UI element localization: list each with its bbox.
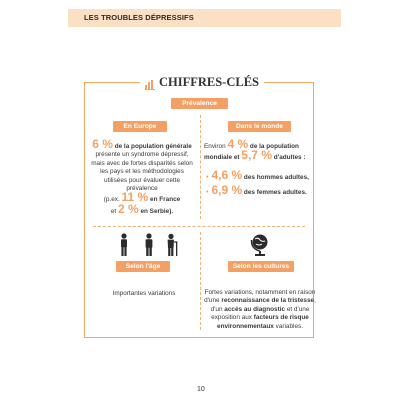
prevalence-pill [171,98,228,109]
europe-percent: 6 % [92,137,113,151]
age-label: Selon l'âge [125,263,161,270]
horizontal-divider [93,226,305,227]
culture-text-1: Fortes variations, notamment en raison d'une [204,289,316,305]
women-text: des femmes adultes. [243,189,307,196]
prevalence-label: Prévalence [182,100,217,107]
bar-chart-icon [145,77,155,88]
world-label: Dans le monde [236,123,283,130]
globe-icon [249,232,271,262]
world-text [204,137,312,163]
culture-text-4: variables. [275,322,303,330]
culture-bold-1: reconnaissance de la tristesse [221,297,315,305]
header-title: LES TROUBLES DÉPRESSIFS [84,13,194,22]
culture-text-2: , d'un [210,297,316,313]
people-age-icon [118,233,180,262]
bullet-icon: • [206,174,209,181]
europe-label: En Europe [123,123,157,130]
age-text: Importantes variations [112,290,176,297]
world-pop-percent: 4 % [227,137,249,151]
world-env: Environ [204,143,226,150]
men-text: des hommes adultes, [243,174,309,181]
vertical-divider-top [200,115,201,219]
list-item-women [206,184,309,199]
europe-lead: de la population générale [114,143,192,150]
culture-text [204,289,316,331]
france-text: en France [150,196,181,204]
culture-label: Selon les cultures [232,263,290,270]
women-percent: 6,9 % [211,183,243,197]
serbia-text: en Serbie). [140,207,174,215]
men-percent: 4,6 % [211,168,243,182]
culture-bold-3: facteurs de risque environnementaux [217,314,309,330]
bullet-icon: • [206,189,209,196]
serbia-percent: 2 % [117,201,139,216]
world-adult-text: d'adultes : [273,154,306,162]
culture-text-3: et d'une exposition aux [211,305,310,322]
age-pill [116,261,170,272]
world-adult-percent: 5,7 % [241,148,272,163]
europe-pill [113,121,167,132]
europe-and: et [110,207,117,215]
france-percent: 11 % [121,190,149,205]
europe-text [88,137,196,216]
world-pop-text: de la population mondiale et [204,143,299,162]
section-title: CHIFFRES-CLÉS [158,74,260,89]
europe-body: présente un syndrome dépressif, mais avec de fortes disparités selon les pays et les méthodologies utilisées pour évaluer cette prévalence [91,151,193,193]
europe-ex-open: (p.ex. [103,196,120,204]
list-item-men [206,169,309,184]
vertical-divider-bottom [200,232,201,330]
world-list [206,169,309,199]
world-pill [228,121,291,132]
culture-pill [228,261,294,272]
section-title-wrap [140,74,264,90]
page-number: 10 [197,386,205,393]
culture-bold-2: accès au diagnostic [224,305,286,313]
